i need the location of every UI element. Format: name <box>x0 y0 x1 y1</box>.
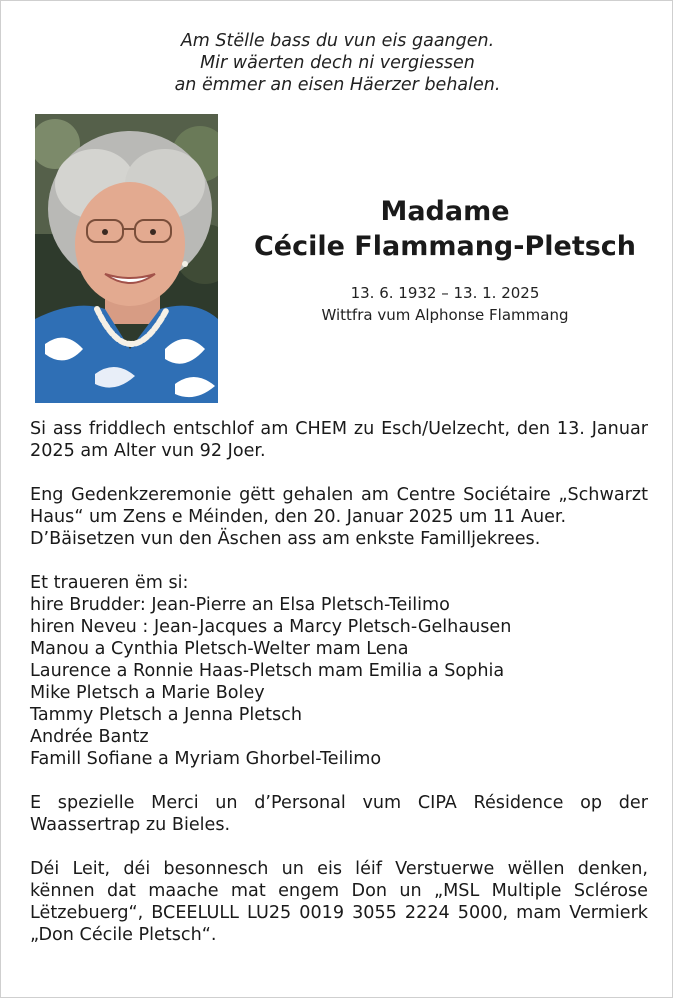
poem <box>0 30 675 96</box>
name-heading <box>230 194 660 264</box>
poem-line: an ëmmer an eisen Häerzer behalen. <box>174 75 501 95</box>
list-item: hire Brudder: Jean-Pierre an Elsa Pletsch-Teilimo <box>30 595 450 615</box>
donation-paragraph: Déi Leit, déi besonnesch un eis léif Verstuerwe wëllen denken, kënnen dat maache mat engem Don un „MSL Multiple Sclérose Lëtzebuerg“, BCEELULL LU25 0019 3055 2224 5000, mam Vermierk „Don Cécile Pletsch“. <box>30 859 648 945</box>
life-details <box>230 282 660 326</box>
burial-paragraph: D’Bäisetzen vun den Äschen ass am enkste Familljekrees. <box>30 529 541 549</box>
deceased-name: Cécile Flammang-Pletsch <box>253 231 637 262</box>
poem-line: Am Stëlle bass du vun eis gaangen. <box>180 31 495 51</box>
thanks-paragraph: E spezielle Merci un d’Personal vum CIPA Résidence op der Waassertrap zu Bieles. <box>30 793 648 835</box>
ceremony-paragraph: Eng Gedenkzeremonie gëtt gehalen am Centre Sociétaire „Schwarzt Haus“ um Zens e Méinden, den 20. Januar 2025 um 11 Auer. <box>30 485 648 527</box>
death-paragraph: Si ass friddlech entschlof am CHEM zu Esch/Uelzecht, den 13. Januar 2025 am Alter vun 92 Joer. <box>30 419 648 461</box>
portrait-photo <box>35 114 218 403</box>
list-item: Laurence a Ronnie Haas-Pletsch mam Emilia a Sophia <box>30 661 505 681</box>
list-item: Famill Sofiane a Myriam Ghorbel-Teilimo <box>30 749 382 769</box>
list-item: hiren Neveu : Jean-Jacques a Marcy Pletsch-Gelhausen <box>30 617 512 637</box>
list-item: Manou a Cynthia Pletsch-Welter mam Lena <box>30 639 409 659</box>
mourners-list <box>30 594 648 770</box>
list-item: Andrée Bantz <box>30 727 149 747</box>
mourners-intro: Et traueren ëm si: <box>30 573 189 593</box>
widow-of: Wittfra vum Alphonse Flammang <box>321 306 569 324</box>
life-dates: 13. 6. 1932 – 13. 1. 2025 <box>350 284 540 302</box>
list-item: Tammy Pletsch a Jenna Pletsch <box>30 705 302 725</box>
list-item: Mike Pletsch a Marie Boley <box>30 683 265 703</box>
notice-body <box>30 418 648 968</box>
salutation: Madame <box>380 196 510 227</box>
poem-line: Mir wäerten dech ni vergiessen <box>200 53 475 73</box>
